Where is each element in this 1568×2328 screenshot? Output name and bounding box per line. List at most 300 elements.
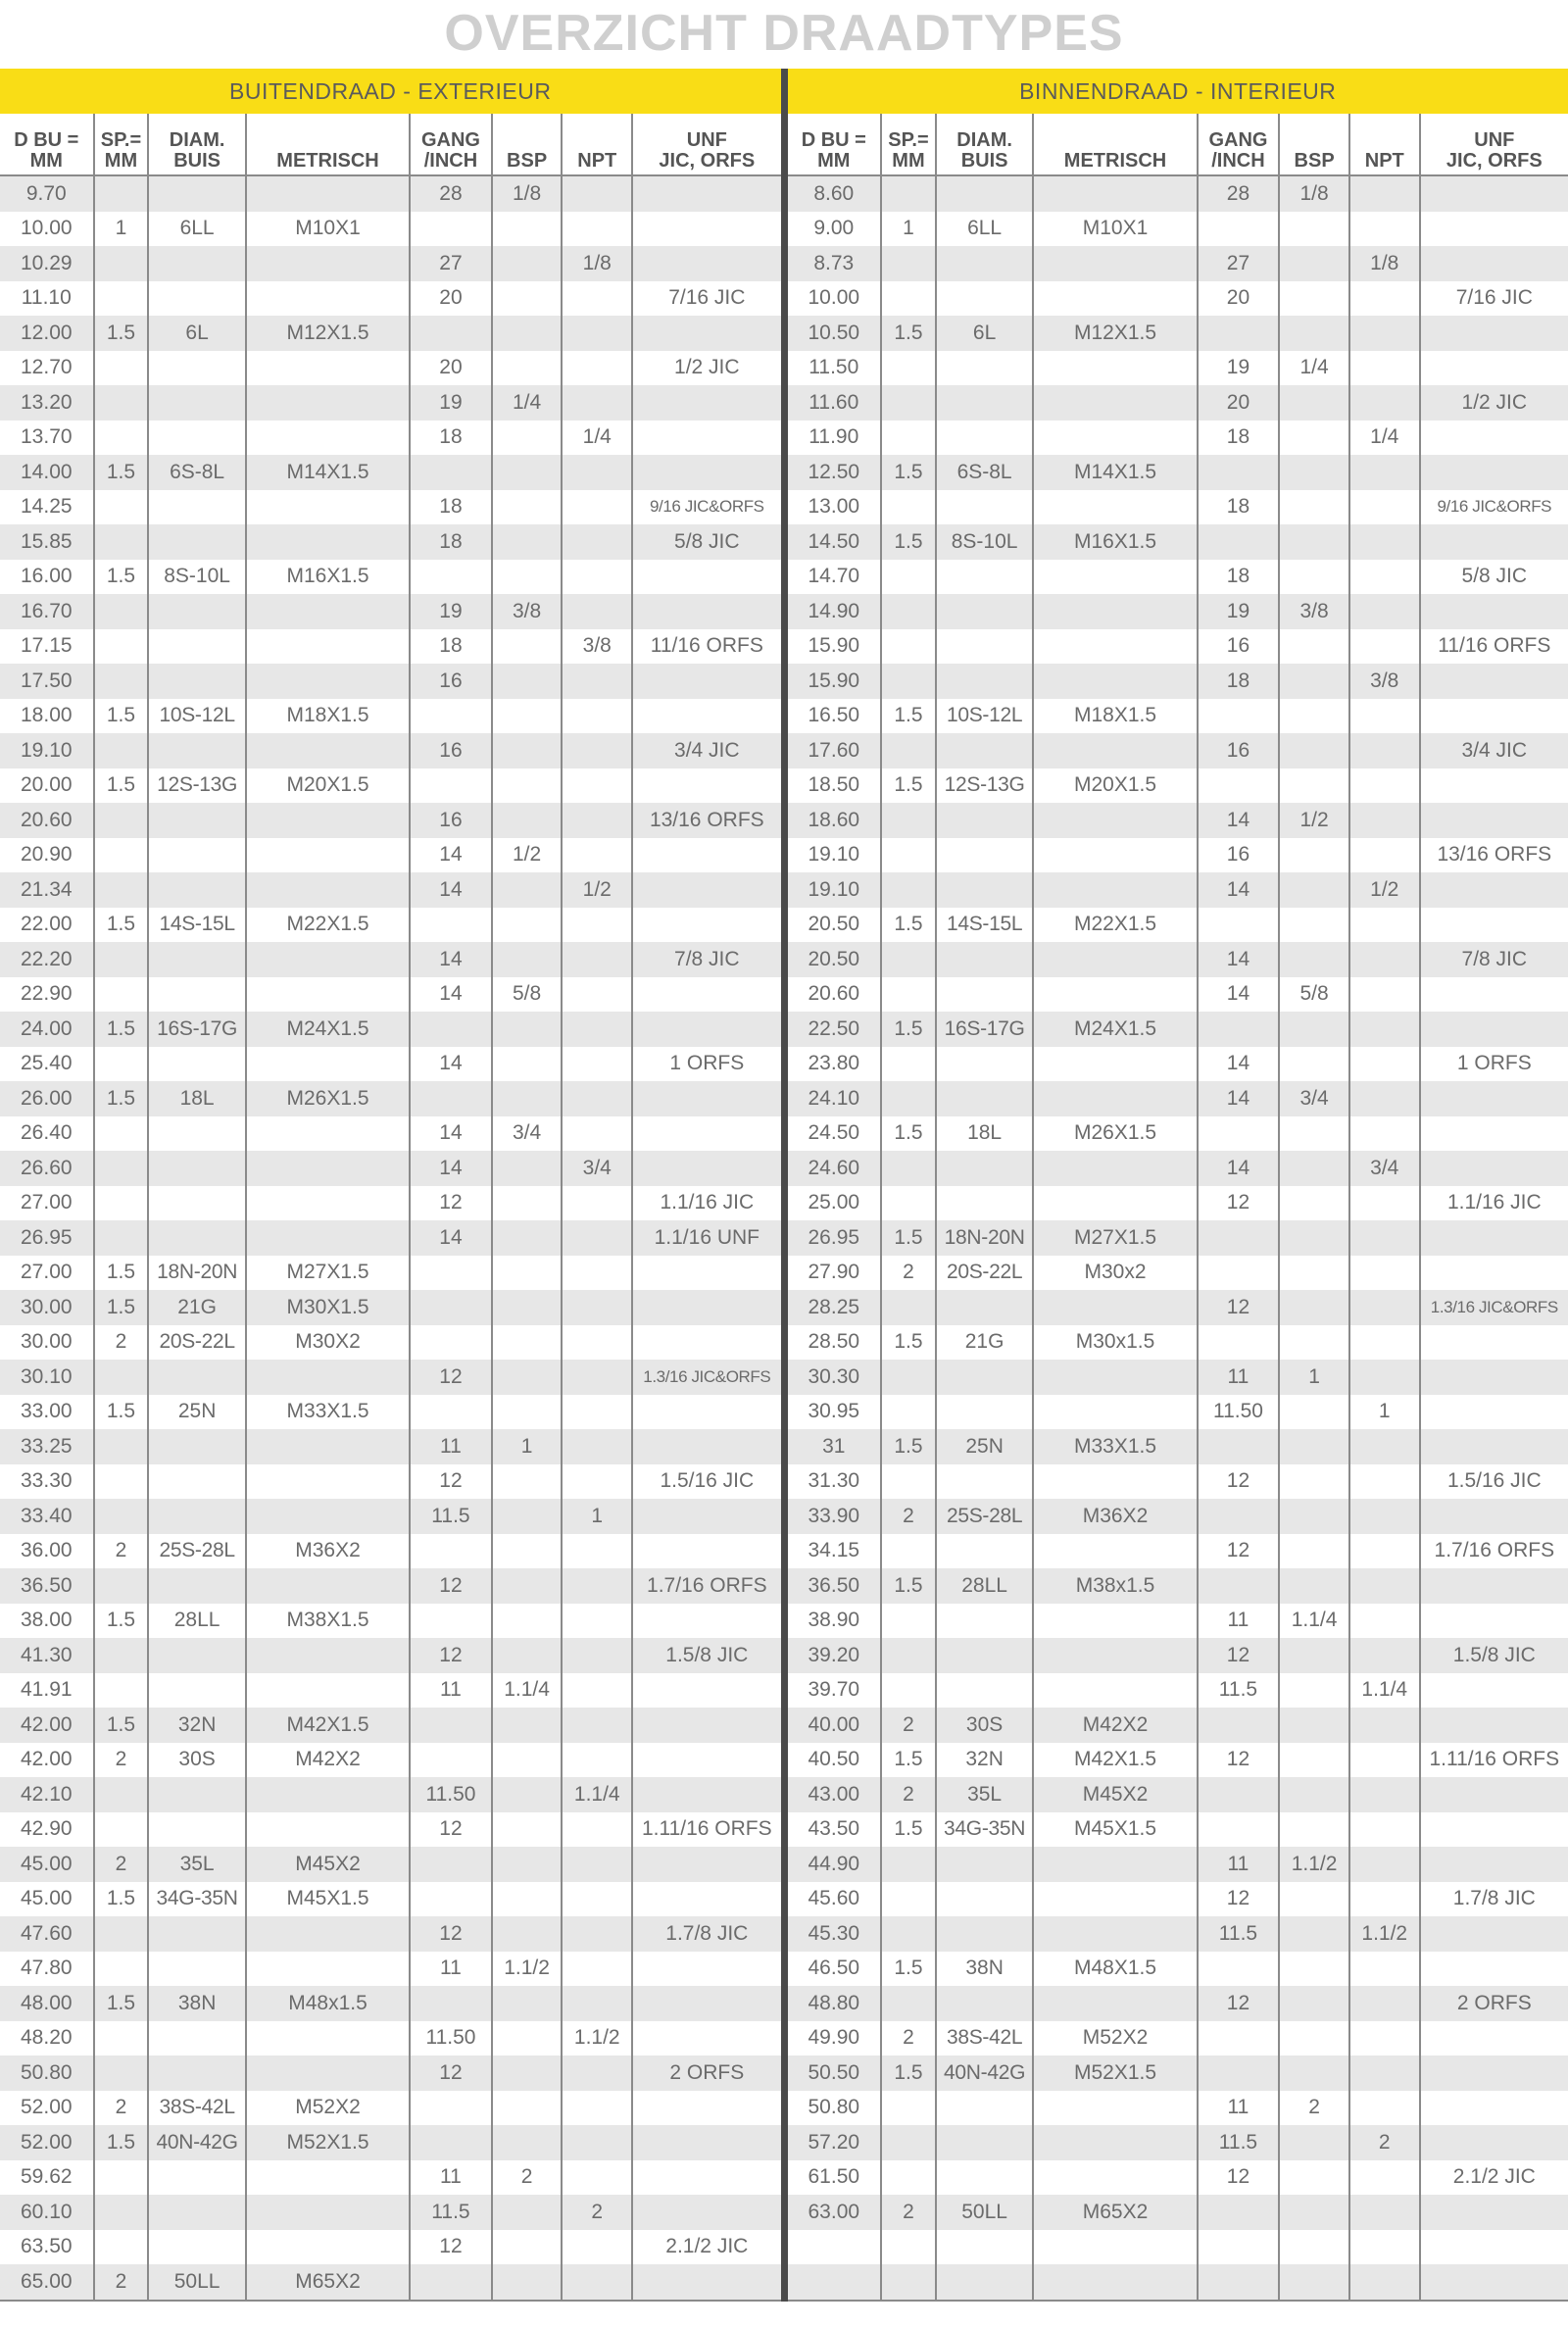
cell-npt [1349,1499,1420,1534]
cell-unf-jic-orfs [1420,1081,1568,1116]
cell-dbu: 14.90 [788,594,882,629]
cell-unf-jic-orfs: 1 ORFS [1420,1047,1568,1082]
cell-gang-inch: 12 [1198,1464,1280,1500]
cell-dbu: 52.00 [0,2125,94,2160]
cell-gang-inch: 14 [1198,1047,1280,1082]
cell-diam-buis: 6L [936,316,1034,351]
cell-bsp [1279,1673,1349,1709]
cell-npt [562,1186,632,1221]
cell-npt: 1/8 [1349,246,1420,281]
cell-metrisch [1033,872,1197,908]
cell-dbu: 48.20 [21,2026,73,2050]
cell-sp [94,1047,149,1082]
cell-bsp [492,733,563,768]
table-row [0,1360,781,1395]
cell-bsp [1279,524,1349,560]
cell-metrisch: M30x1.5 [1033,1325,1197,1361]
cell-dbu: 36.00 [21,1539,73,1562]
cell-metrisch: M33X1.5 [1033,1429,1197,1464]
cell-gang-inch [410,560,492,595]
cell-gang-inch [1198,455,1280,490]
cell-bsp [1279,1812,1349,1848]
cell-unf-jic-orfs [1420,1568,1568,1604]
table-row [788,1360,1568,1395]
cell-metrisch: M14X1.5 [246,455,410,490]
cell-unf-jic-orfs [1420,1256,1568,1291]
cell-metrisch: M24X1.5 [1033,1012,1197,1047]
cell-diam-buis [148,490,246,525]
cell-unf-jic-orfs: 1.11/16 ORFS [1420,1743,1568,1778]
cell-sp [881,1081,936,1116]
cell-unf-jic-orfs: 2 ORFS [1420,1986,1568,2021]
cell-dbu: 63.50 [21,2235,73,2258]
table-row [788,524,1568,560]
cell-bsp [492,246,563,281]
cell-diam-buis [148,1777,246,1812]
cell-unf-jic-orfs [1420,212,1568,247]
cell-bsp [492,316,563,351]
cell-gang-inch: 20 [410,351,492,386]
cell-diam-buis: 38S-42L [936,2021,1034,2056]
section-banner-row [0,69,1568,114]
cell-gang-inch: 16 [410,664,492,699]
cell-npt [562,1847,632,1882]
cell-bsp: 1/4 [492,385,563,421]
cell-metrisch [1033,2160,1197,2196]
cell-sp: 1.5 [94,2125,149,2160]
cell-npt: 2 [1349,2125,1420,2160]
cell-diam-buis: 18L [148,1081,246,1116]
cell-gang-inch: 14 [1198,1151,1280,1186]
cell-sp [94,977,149,1013]
cell-bsp: 1 [492,1429,563,1464]
table-row [788,455,1568,490]
cell-bsp [492,629,563,665]
table-row [0,212,781,247]
cell-gang-inch [1198,908,1280,943]
cell-gang-inch [410,1290,492,1325]
cell-gang-inch: 12 [1198,1638,1280,1673]
cell-diam-buis [936,2091,1034,2126]
cell-sp [94,2195,149,2230]
table-row [0,629,781,665]
cell-diam-buis [936,733,1034,768]
cell-bsp: 3/4 [1279,1081,1349,1116]
cell-bsp [1279,1916,1349,1952]
table-row [0,942,781,977]
cell-metrisch [246,175,410,212]
cell-bsp [1279,316,1349,351]
cell-bsp [492,2195,563,2230]
cell-npt [1349,1081,1420,1116]
cell-dbu: 20.50 [808,913,860,936]
cell-sp: 1.5 [94,1012,149,1047]
cell-metrisch [1033,2125,1197,2160]
cell-bsp [1279,490,1349,525]
cell-gang-inch: 18 [410,629,492,665]
cell-npt: 3/4 [1349,1151,1420,1186]
cell-gang-inch: 19 [410,385,492,421]
cell-npt [1349,1952,1420,1987]
cell-npt [1349,594,1420,629]
cell-sp: 1.5 [881,2056,936,2091]
cell-npt [562,1290,632,1325]
cell-metrisch: M30X2 [246,1325,410,1361]
cell-unf-jic-orfs: 7/16 JIC [1420,281,1568,317]
cell-diam-buis [936,2125,1034,2160]
cell-gang-inch: 11.5 [1198,2125,1280,2160]
cell-unf-jic-orfs: 1.5/16 JIC [1420,1464,1568,1500]
cell-bsp: 1.1/4 [1279,1604,1349,1639]
cell-npt [562,594,632,629]
cell-unf-jic-orfs [1420,175,1568,212]
cell-npt [562,1568,632,1604]
cell-metrisch [1033,1986,1197,2021]
cell-gang-inch: 12 [410,1812,492,1848]
cell-sp [94,246,149,281]
cell-unf-jic-orfs [1420,664,1568,699]
cell-dbu: 8.60 [788,175,882,212]
cell-npt [562,977,632,1013]
cell-sp [94,1777,149,1812]
cell-sp [881,1882,936,1917]
cell-diam-buis [936,1395,1034,1430]
cell-metrisch [1033,1882,1197,1917]
cell-diam-buis [936,1464,1034,1500]
cell-dbu: 47.60 [0,1916,94,1952]
tables-container [0,114,1568,2302]
cell-diam-buis [148,2160,246,2196]
table-row [788,733,1568,768]
cell-diam-buis [936,1534,1034,1569]
cell-dbu: 28.50 [808,1330,860,1354]
cell-gang-inch [410,2264,492,2301]
cell-npt [1349,2021,1420,2056]
cell-diam-buis [936,1986,1034,2021]
cell-npt: 3/8 [562,629,632,665]
cell-gang-inch: 20 [410,281,492,317]
cell-sp [94,490,149,525]
cell-diam-buis: 16S-17G [936,1012,1034,1047]
table-row [788,1256,1568,1291]
cell-npt [562,664,632,699]
cell-diam-buis: 30S [148,1743,246,1778]
cell-bsp [1279,212,1349,247]
cell-metrisch [246,629,410,665]
cell-metrisch [1033,1464,1197,1500]
cell-sp [881,1151,936,1186]
cell-bsp [492,942,563,977]
cell-sp: 1.5 [881,316,936,351]
cell-bsp [492,664,563,699]
cell-sp [94,1568,149,1604]
table-row [0,490,781,525]
cell-sp [94,524,149,560]
cell-gang-inch [410,1534,492,1569]
cell-dbu: 17.50 [0,664,94,699]
cell-bsp [1279,246,1349,281]
column-header-unf-jic-orfs: UNF JIC, ORFS [1420,114,1568,175]
cell-npt [1349,1325,1420,1361]
cell-metrisch [246,1952,410,1987]
table-row [788,942,1568,977]
cell-unf-jic-orfs [632,1429,780,1464]
table-row [788,1395,1568,1430]
cell-metrisch: M10X1 [246,212,410,247]
cell-bsp [1279,664,1349,699]
cell-npt [562,2091,632,2126]
cell-bsp [1279,1116,1349,1152]
cell-gang-inch [410,1256,492,1291]
cell-diam-buis [936,175,1034,212]
cell-metrisch [246,664,410,699]
cell-dbu: 14.70 [808,565,860,588]
table-row [0,1116,781,1152]
cell-dbu: 10.29 [0,246,94,281]
cell-diam-buis [148,803,246,838]
cell-unf-jic-orfs [1420,2021,1568,2056]
table-row [788,1638,1568,1673]
cell-npt [1349,1812,1420,1848]
cell-bsp [492,1151,563,1186]
cell-diam-buis: 38N [148,1986,246,2021]
cell-bsp [1279,942,1349,977]
header-row [0,114,781,175]
table-row [0,1081,781,1116]
cell-unf-jic-orfs [1420,1812,1568,1848]
cell-npt [562,316,632,351]
column-header-sp: SP.= MM [94,114,149,175]
cell-gang-inch: 11.50 [410,1777,492,1812]
cell-dbu: 14.00 [0,455,94,490]
cell-sp: 1.5 [881,455,936,490]
cell-dbu: 42.00 [21,1748,73,1771]
cell-npt [562,733,632,768]
cell-sp [94,351,149,386]
cell-diam-buis: 16S-17G [148,1012,246,1047]
cell-gang-inch: 12 [410,1916,492,1952]
cell-bsp: 1.1/2 [492,1952,563,1987]
table-row [788,2160,1568,2196]
cell-dbu: 65.00 [0,2264,94,2301]
column-header-diam-buis: DIAM. BUIS [936,114,1034,175]
cell-metrisch: M52X1.5 [246,2125,410,2160]
table-row [0,351,781,386]
cell-unf-jic-orfs [1420,1116,1568,1152]
cell-gang-inch: 11.50 [410,2021,492,2056]
cell-gang-inch [1198,1429,1280,1464]
cell-gang-inch: 12 [1198,2160,1280,2196]
cell-dbu: 26.00 [0,1081,94,1116]
cell-metrisch: M52X2 [246,2091,410,2126]
cell-bsp: 2 [1279,2091,1349,2126]
cell-sp [881,733,936,768]
cell-unf-jic-orfs [632,421,780,456]
cell-gang-inch [410,1847,492,1882]
cell-unf-jic-orfs: 7/16 JIC [632,281,780,317]
cell-metrisch [246,351,410,386]
cell-sp: 2 [94,2091,149,2126]
cell-gang-inch [410,1604,492,1639]
cell-npt [1349,768,1420,804]
cell-npt: 1 [562,1499,632,1534]
cell-bsp [1279,1012,1349,1047]
cell-metrisch [246,1429,410,1464]
cell-diam-buis [936,490,1034,525]
table-row [788,803,1568,838]
cell-diam-buis: 21G [936,1325,1034,1361]
cell-sp [881,1360,936,1395]
table-row [0,1464,781,1500]
cell-unf-jic-orfs [632,1290,780,1325]
table-row [788,629,1568,665]
cell-sp [881,1464,936,1500]
cell-dbu: 43.00 [788,1777,882,1812]
cell-dbu: 19.10 [808,843,860,867]
cell-gang-inch: 19 [1198,594,1280,629]
cell-bsp [492,1882,563,1917]
cell-sp [94,1638,149,1673]
cell-diam-buis: 21G [148,1290,246,1325]
cell-unf-jic-orfs: 7/8 JIC [632,942,780,977]
cell-dbu: 14.50 [788,524,882,560]
cell-sp [94,2056,149,2091]
cell-bsp [1279,2230,1349,2265]
cell-npt [1349,1047,1420,1082]
cell-dbu: 50.80 [0,2056,94,2091]
cell-gang-inch: 11.5 [1198,1916,1280,1952]
cell-npt: 3/8 [1349,664,1420,699]
cell-gang-inch: 11 [1198,1847,1280,1882]
cell-npt: 1/4 [1349,421,1420,456]
cell-gang-inch [1198,1220,1280,1256]
cell-unf-jic-orfs [632,2021,780,2056]
cell-bsp [492,1499,563,1534]
cell-sp [881,872,936,908]
cell-metrisch: M30x2 [1033,1256,1197,1291]
exterior-table-head [0,114,781,175]
cell-npt [562,455,632,490]
cell-sp: 1.5 [881,1325,936,1361]
cell-diam-buis [148,1638,246,1673]
cell-sp: 2 [94,1325,149,1361]
column-header-bsp: BSP [492,114,563,175]
cell-unf-jic-orfs [632,2125,780,2160]
cell-npt [1349,455,1420,490]
cell-bsp [492,212,563,247]
column-header-dbu: D BU = MM [788,114,882,175]
cell-gang-inch: 11 [410,2160,492,2196]
cell-bsp [492,351,563,386]
cell-npt [562,560,632,595]
cell-sp [94,1429,149,1464]
cell-sp [881,838,936,873]
cell-dbu: 60.10 [0,2195,94,2230]
cell-gang-inch: 11 [410,1673,492,1709]
cell-diam-buis: 25S-28L [148,1534,246,1569]
cell-diam-buis [936,2160,1034,2196]
cell-npt: 1.1/2 [562,2021,632,2056]
cell-diam-buis [936,421,1034,456]
cell-sp: 2 [881,1256,936,1291]
cell-dbu: 33.90 [788,1499,882,1534]
cell-metrisch: M33X1.5 [246,1395,410,1430]
cell-dbu: 24.60 [788,1151,882,1186]
cell-npt [562,351,632,386]
cell-gang-inch: 28 [1198,175,1280,212]
cell-sp: 2 [881,2195,936,2230]
cell-unf-jic-orfs [632,872,780,908]
cell-metrisch [1033,942,1197,977]
table-row [788,1499,1568,1534]
cell-diam-buis [148,2021,246,2056]
cell-npt [562,838,632,873]
cell-sp: 1.5 [881,1429,936,1464]
cell-metrisch [246,2056,410,2091]
cell-unf-jic-orfs: 1.3/16 JIC&ORFS [632,1360,780,1395]
banner-interior: BINNENDRAAD - INTERIEUR [1019,77,1337,104]
cell-diam-buis: 20S-22L [936,1256,1034,1291]
cell-metrisch: M52X2 [1033,2021,1197,2056]
cell-sp [881,175,936,212]
cell-diam-buis [148,1360,246,1395]
cell-npt [1349,699,1420,734]
cell-unf-jic-orfs [632,2195,780,2230]
cell-diam-buis [148,942,246,977]
cell-unf-jic-orfs [1420,524,1568,560]
cell-bsp [492,490,563,525]
table-row [788,490,1568,525]
cell-dbu: 9.70 [0,175,94,212]
cell-metrisch [246,281,410,317]
cell-sp: 1.5 [881,699,936,734]
cell-bsp [492,1916,563,1952]
cell-bsp [492,1325,563,1361]
cell-metrisch: M12X1.5 [246,316,410,351]
cell-diam-buis [148,246,246,281]
cell-npt [1349,733,1420,768]
cell-gang-inch: 12 [410,2056,492,2091]
cell-dbu: 26.95 [0,1220,94,1256]
cell-sp: 2 [94,1534,149,1569]
cell-dbu: 48.00 [0,1986,94,2021]
cell-gang-inch: 12 [410,1360,492,1395]
table-row [0,524,781,560]
cell-dbu: 46.50 [808,1957,860,1980]
cell-npt [1349,2160,1420,2196]
cell-sp [94,1186,149,1221]
cell-metrisch: M42X2 [246,1743,410,1778]
cell-unf-jic-orfs [1420,1708,1568,1743]
cell-gang-inch: 18 [1198,421,1280,456]
cell-bsp: 3/8 [1279,594,1349,629]
cell-bsp [1279,2160,1349,2196]
cell-npt [1349,175,1420,212]
cell-metrisch: M16X1.5 [246,560,410,595]
cell-bsp [492,1708,563,1743]
cell-diam-buis [148,1952,246,1987]
cell-unf-jic-orfs [632,1708,780,1743]
table-row [0,594,781,629]
cell-npt [562,1673,632,1709]
cell-metrisch [1033,1360,1197,1395]
cell-sp: 1.5 [881,1116,936,1152]
cell-metrisch: M18X1.5 [1033,699,1197,734]
cell-bsp [492,2264,563,2301]
cell-gang-inch [410,1743,492,1778]
cell-dbu: 26.40 [21,1121,73,1145]
cell-bsp [492,1777,563,1812]
